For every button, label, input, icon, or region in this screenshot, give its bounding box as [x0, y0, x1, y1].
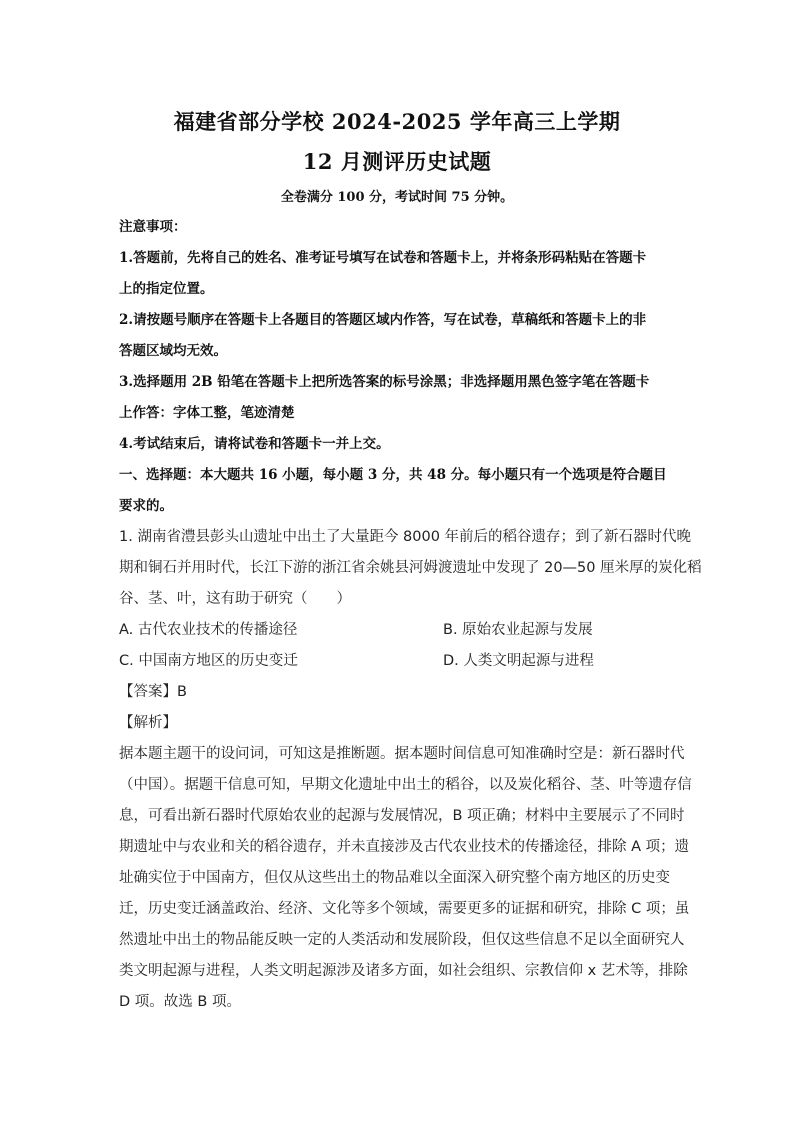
answer-label: 【答案】B	[119, 684, 187, 700]
analysis-line: 据本题主题干的设问词，可知这是推断题。据本题时间信息可知准确时空是：新石器时代	[119, 746, 685, 762]
analysis-line: 然遗址中出土的物品能反映一定的人类活动和发展阶段，但仅这些信息不足以全面研究人	[119, 932, 685, 948]
option-d: D. 人类文明起源与进程	[443, 653, 594, 669]
notice-line: 上作答：字体工整，笔迹清楚	[119, 405, 295, 421]
exam-info: 全卷满分 100 分，考试时间 75 分钟。	[280, 190, 514, 205]
document-title-line2: 12 月测评历史试题	[302, 149, 492, 174]
question-1	[119, 522, 702, 1018]
analysis-line: D 项。故选 B 项。	[119, 994, 241, 1010]
notice-section	[119, 212, 702, 1018]
notice-line: 1.答题前，先将自己的姓名、准考证号填写在试卷和答题卡上，并将条形码粘贴在答题卡	[119, 250, 647, 266]
notice-line: 3.选择题用 2B 铅笔在答题卡上把所选答案的标号涂黑；非选择题用黑色签字笔在答题卡	[119, 374, 650, 390]
analysis-line: 息，可看出新石器时代原始农业的起源与发展情况，B 项正确；材料中主要展示了不同时	[119, 808, 685, 824]
question-stem: 期和铜石并用时代，长江下游的浙江省余姚县河姆渡遗址中发现了 20—50 厘米厚的炭化稻	[119, 560, 702, 576]
option-a: A. 古代农业技术的传播途径	[119, 622, 298, 638]
analysis-line: 址确实位于中国南方，但仅从这些出土的物品难以全面深入研究整个南方地区的历史变	[119, 870, 670, 886]
option-row	[119, 646, 679, 677]
option-b: B. 原始农业起源与发展	[443, 622, 593, 638]
notice-line: 4.考试结束后，请将试卷和答题卡一并上交。	[119, 436, 390, 452]
section-heading: 要求的。	[119, 498, 173, 514]
analysis-line: 期遗址中与农业和关的稻谷遗存，并未直接涉及古代农业技术的传播途径，排除 A 项；遗	[119, 839, 690, 855]
analysis-line: （中国）。据题干信息可知，早期文化遗址中出土的稻谷，以及炭化稻谷、茎、叶等遗存信	[119, 777, 692, 793]
notice-heading: 注意事项：	[119, 219, 187, 235]
notice-line: 2.请按题号顺序在答题卡上各题目的答题区域内作答，写在试卷，草稿纸和答题卡上的非	[119, 312, 647, 328]
notice-line: 上的指定位置。	[119, 281, 214, 297]
analysis-line: 迁，历史变迁涵盖政治、经济、文化等多个领域，需要更多的证据和研究，排除 C 项；虽	[119, 901, 690, 917]
document-title-line1: 福建省部分学校 2024-2025 学年高三上学期	[173, 109, 621, 134]
analysis-heading: 【解析】	[119, 715, 177, 731]
notice-line: 答题区域均无效。	[119, 343, 227, 359]
option-row	[119, 615, 679, 646]
option-c: C. 中国南方地区的历史变迁	[119, 653, 298, 669]
question-stem: 谷、茎、叶，这有助于研究（ ）	[119, 591, 351, 607]
section-heading: 一、选择题：本大题共 16 小题，每小题 3 分，共 48 分。每小题只有一个选项是符合题目	[119, 467, 667, 483]
question-stem: 1. 湖南省澧县彭头山遗址中出土了大量距今 8000 年前后的稻谷遗存；到了新石器时代晚	[119, 529, 692, 545]
analysis-line: 类文明起源与进程，人类文明起源涉及诸多方面，如社会组织、宗教信仰 x 艺术等，排除	[119, 963, 688, 979]
